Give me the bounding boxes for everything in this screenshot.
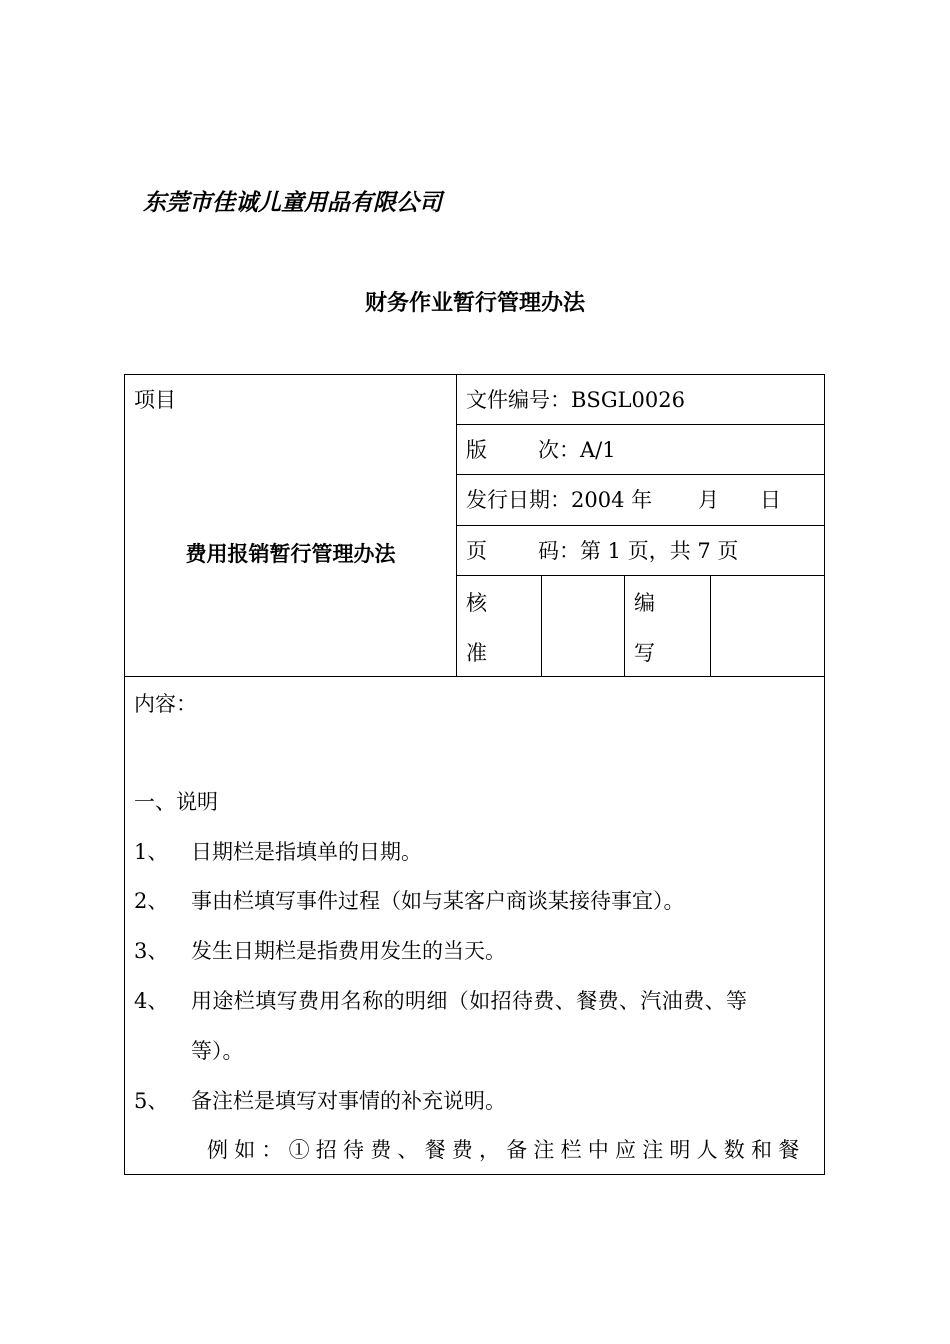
section-heading: 一、说明 <box>134 790 218 814</box>
issue-month: 月 <box>698 488 719 512</box>
write-label-1: 编 <box>634 591 655 615</box>
list-item-text: 发生日期栏是指费用发生的当天。 <box>191 939 506 963</box>
version-label: 版 <box>466 438 487 462</box>
issue-date: 发行日期：2004 年 <box>466 488 653 512</box>
list-item-number: 3、 <box>134 939 169 963</box>
example-text: 例如：①招待费、餐费，备注栏中应注明人数和餐 <box>207 1138 806 1162</box>
list-item-text-continued: 等）。 <box>191 1039 244 1063</box>
list-item-text: 备注栏是填写对事情的补充说明。 <box>191 1089 506 1113</box>
row-divider <box>456 575 825 576</box>
content-label: 内容： <box>134 692 197 716</box>
approve-label-1: 核 <box>466 591 487 615</box>
row-divider <box>456 424 825 425</box>
file-number: 文件编号：BSGL0026 <box>466 388 685 412</box>
approval-divider <box>710 575 711 676</box>
list-item-text: 事由栏填写事件过程（如与某客户商谈某接待事宜）。 <box>191 889 685 913</box>
item-label: 项目 <box>134 388 176 412</box>
approval-divider <box>541 575 542 676</box>
list-item-number: 5、 <box>134 1089 169 1113</box>
row-divider <box>456 474 825 475</box>
approval-divider <box>624 575 625 676</box>
list-item-number: 2、 <box>134 889 169 913</box>
version-value: 次：A/1 <box>538 438 616 462</box>
document-title: 财务作业暂行管理办法 <box>364 291 585 316</box>
list-item-text: 用途栏填写费用名称的明细（如招待费、餐费、汽油费、等 <box>191 989 748 1013</box>
write-label-2: 写 <box>634 641 655 665</box>
page-label: 页 <box>466 539 487 563</box>
list-item-number: 4、 <box>134 989 169 1013</box>
page-value: 码：第 1 页，共 7 页 <box>538 539 739 563</box>
header-bottom-divider <box>124 676 825 677</box>
list-item-number: 1、 <box>134 840 169 864</box>
issue-day: 日 <box>760 488 781 512</box>
list-item-text: 日期栏是指填单的日期。 <box>191 840 422 864</box>
document-subject: 费用报销暂行管理办法 <box>185 542 396 566</box>
row-divider <box>456 525 825 526</box>
approve-label-2: 准 <box>466 641 487 665</box>
company-name: 东莞市佳诚儿童用品有限公司 <box>143 190 442 216</box>
